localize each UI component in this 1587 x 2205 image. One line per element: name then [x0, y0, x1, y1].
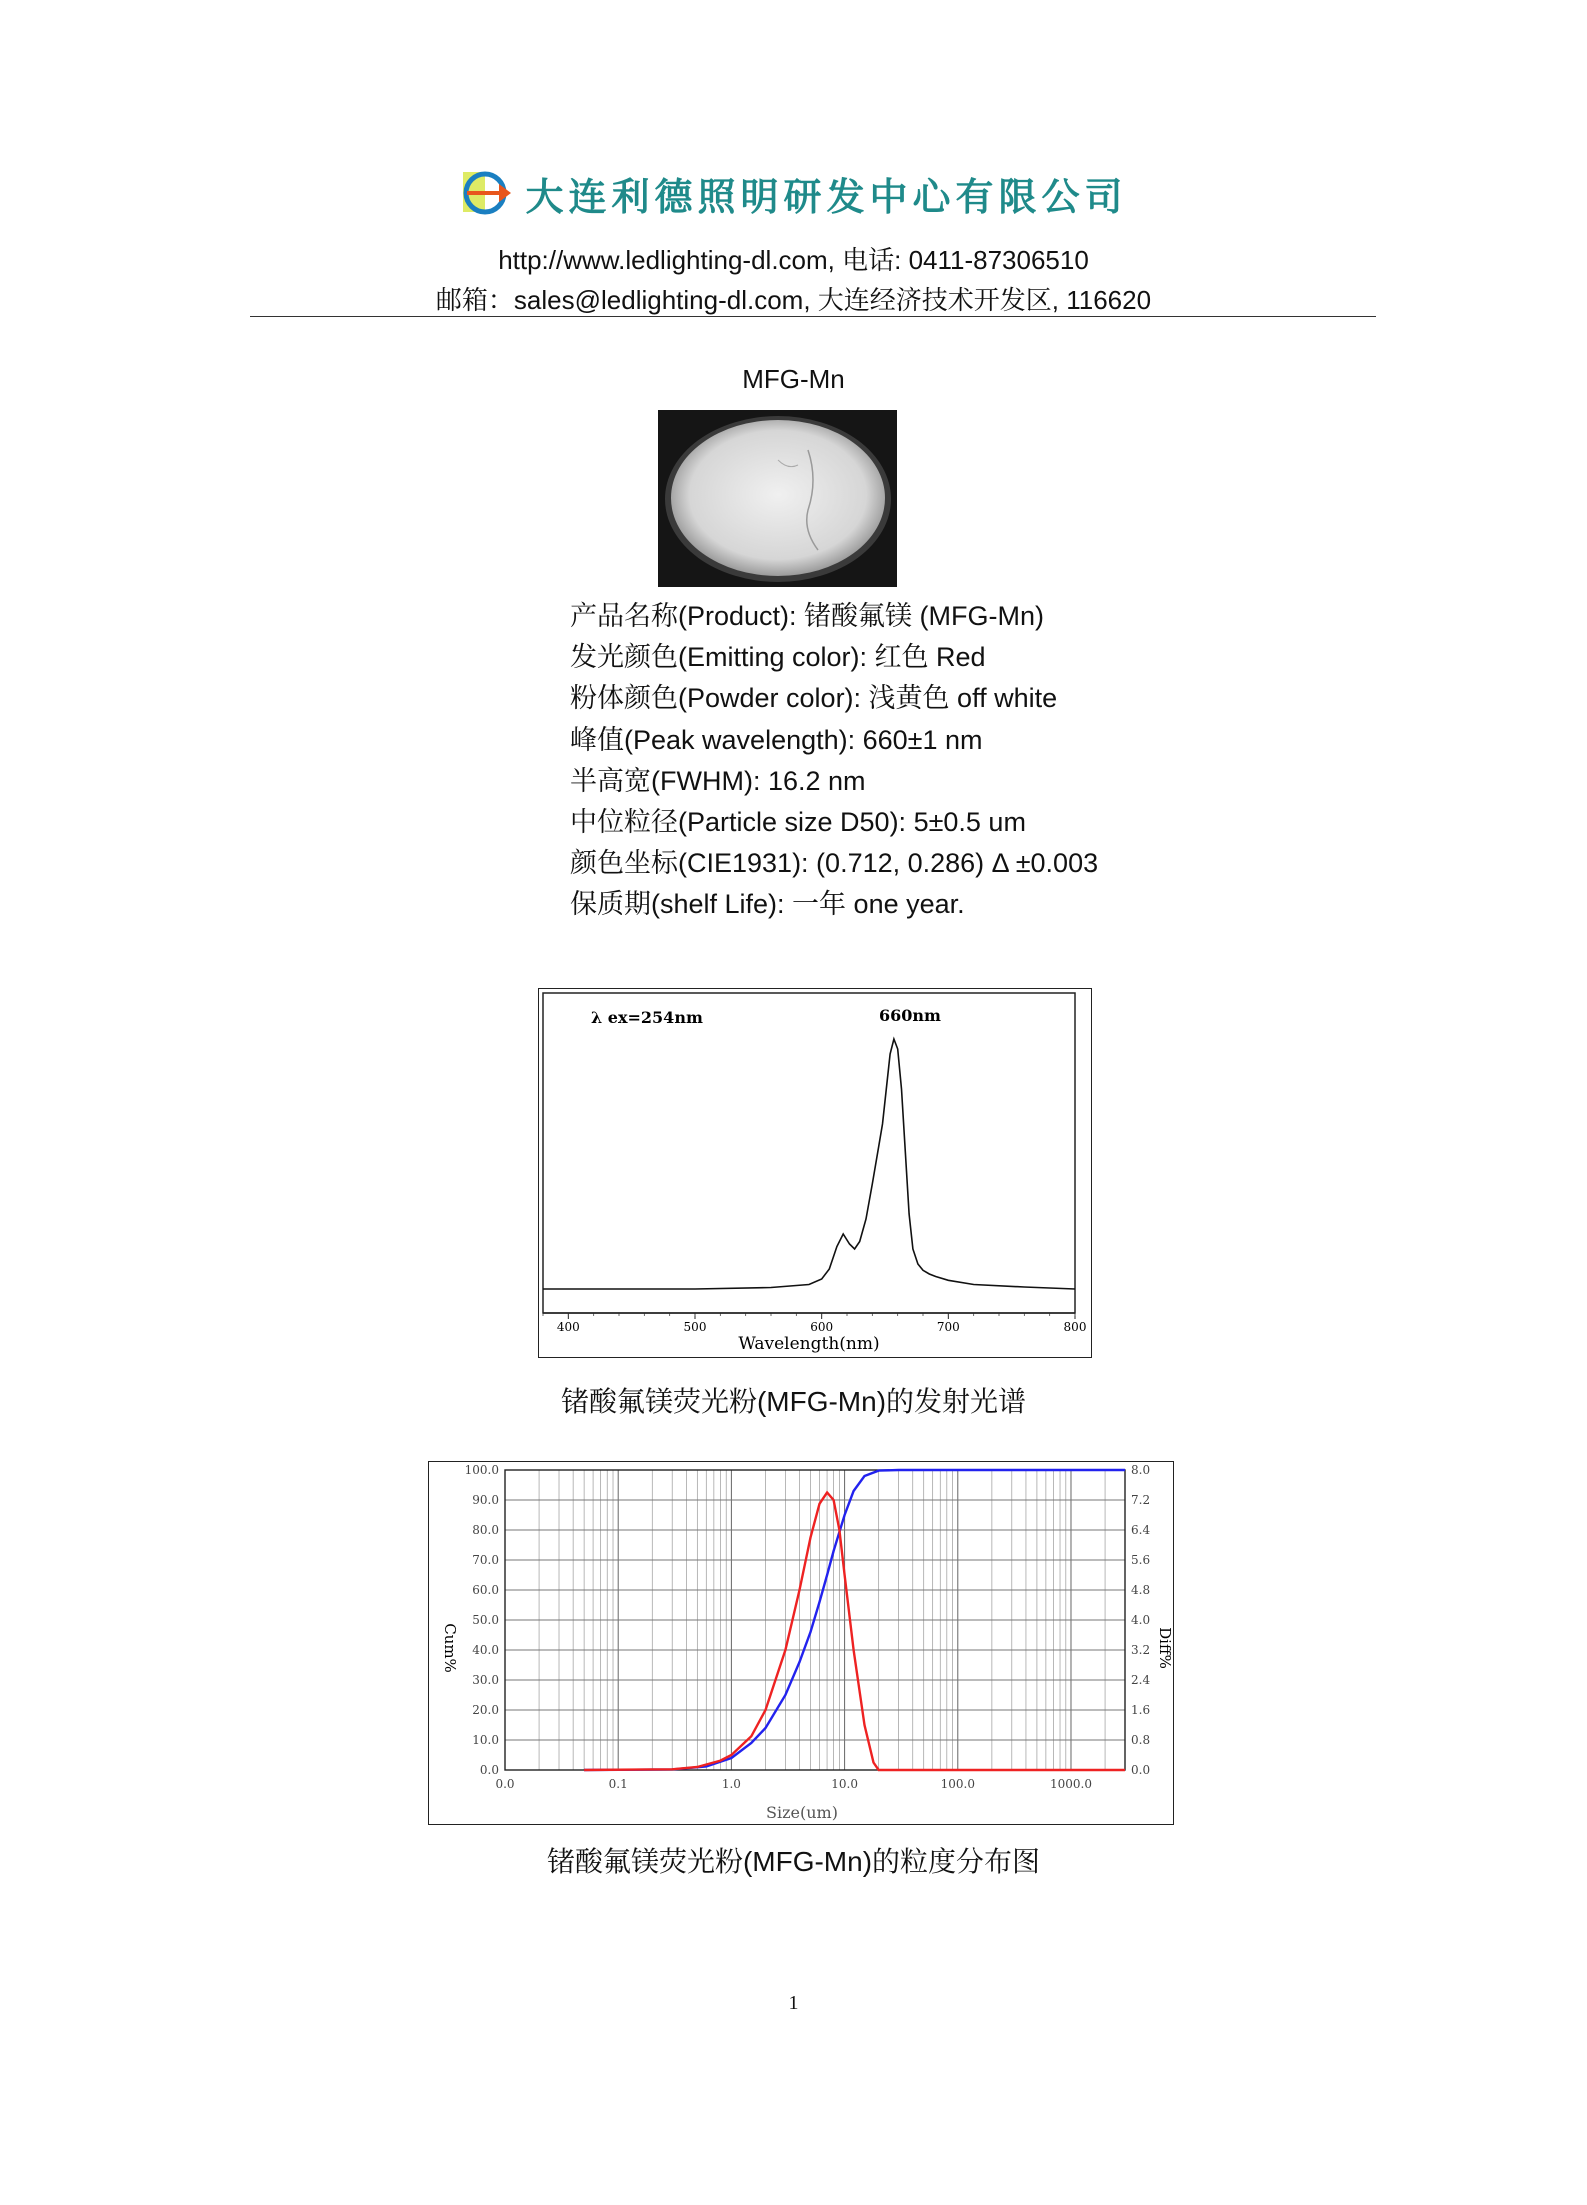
contact-email-address: 邮箱：sales@ledlighting-dl.com, 大连经济技术开发区, 116620 — [435, 285, 1152, 315]
product-code: MFG-Mn — [742, 364, 845, 394]
psd-right-y-tick-label: 4.0 — [1131, 1613, 1151, 1627]
spec-particle-size: 中位粒径(Particle size D50): 5±0.5 um — [570, 807, 1026, 838]
psd-x-tick-label: 0.0 — [495, 1777, 515, 1791]
contact-website-phone: http://www.ledlighting-dl.com, 电话: 0411-87306510 — [498, 245, 1089, 275]
psd-x-tick-label: 1000.0 — [1049, 1777, 1092, 1791]
psd-left-y-tick-label: 100.0 — [464, 1463, 499, 1477]
particle-size-chart — [428, 1461, 1174, 1825]
psd-series-right-line — [584, 1493, 1125, 1771]
company-header — [0, 162, 1587, 224]
psd-right-y-tick-label: 8.0 — [1131, 1463, 1151, 1477]
psd-x-tick-label: 100.0 — [940, 1777, 975, 1791]
header-divider — [250, 316, 1376, 317]
psd-x-tick-label: 1.0 — [721, 1777, 741, 1791]
psd-left-y-tick-label: 90.0 — [472, 1493, 499, 1507]
psd-right-y-tick-label: 5.6 — [1131, 1553, 1151, 1567]
psd-left-y-tick-label: 30.0 — [472, 1673, 499, 1687]
psd-x-tick-label: 10.0 — [831, 1777, 858, 1791]
emission-series-line — [543, 1039, 1075, 1289]
psd-left-y-tick-label: 40.0 — [472, 1643, 499, 1657]
psd-right-y-tick-label: 3.2 — [1131, 1643, 1151, 1657]
emission-caption: 锗酸氟镁荧光粉(MFG-Mn)的发射光谱 — [560, 1386, 1027, 1417]
psd-right-y-tick-label: 2.4 — [1131, 1673, 1151, 1687]
page-number: 1 — [788, 1992, 799, 2014]
psd-right-y-tick-label: 4.8 — [1131, 1583, 1151, 1597]
spec-fwhm: 半高宽(FWHM): 16.2 nm — [570, 765, 866, 796]
excitation-annotation: λ ex=254nm — [591, 1008, 703, 1027]
psd-y-axis-label: Cum% — [441, 1623, 459, 1673]
product-spec-list — [570, 596, 1098, 926]
powder-dish-image — [658, 410, 897, 587]
psd-left-y-tick-label: 70.0 — [472, 1553, 499, 1567]
emission-x-tick-label: 800 — [1063, 1320, 1087, 1334]
spec-emitting-color: 发光颜色(Emitting color): 红色 Red — [570, 642, 986, 673]
emission-plot-frame — [543, 993, 1075, 1313]
company-logo-icon — [459, 166, 517, 220]
spec-product-name: 产品名称(Product): 锗酸氟镁 (MFG-Mn) — [570, 601, 1045, 631]
psd-right-y-tick-label: 6.4 — [1131, 1523, 1151, 1537]
spec-shelf-life: 保质期(shelf Life): 一年 one year. — [570, 889, 965, 920]
psd-right-y-tick-label: 7.2 — [1131, 1493, 1151, 1507]
psd-left-y-tick-label: 80.0 — [472, 1523, 499, 1537]
psd-y2-axis-label: Diff% — [1156, 1627, 1173, 1669]
emission-spectrum-plot — [539, 989, 1091, 1357]
spec-peak-wavelength: 峰值(Peak wavelength): 660±1 nm — [570, 724, 983, 755]
psd-left-y-tick-label: 60.0 — [472, 1583, 499, 1597]
spec-powder-color: 粉体颜色(Powder color): 浅黄色 off white — [570, 683, 1058, 714]
emission-x-tick-label: 400 — [556, 1320, 580, 1334]
psd-left-y-ticks — [465, 1463, 499, 1777]
psd-x-tick-label: 0.1 — [608, 1777, 628, 1791]
psd-left-y-tick-label: 20.0 — [472, 1703, 499, 1717]
emission-x-tick-label: 600 — [810, 1320, 834, 1334]
psd-right-y-tick-label: 0.8 — [1131, 1733, 1151, 1747]
particle-caption: 锗酸氟镁荧光粉(MFG-Mn)的粒度分布图 — [546, 1846, 1041, 1877]
psd-left-y-tick-label: 10.0 — [472, 1733, 499, 1747]
spec-cie-coordinates: 颜色坐标(CIE1931): (0.712, 0.286) Δ ±0.003 — [570, 848, 1099, 879]
psd-x-axis-label: Size(um) — [766, 1803, 838, 1822]
emission-x-tick-label: 700 — [936, 1320, 960, 1334]
company-name: 大连利德照明研发中心有限公司 — [525, 173, 1128, 219]
psd-left-y-tick-label: 50.0 — [472, 1613, 499, 1627]
psd-right-y-tick-label: 1.6 — [1131, 1703, 1151, 1717]
emission-x-ticks — [543, 1313, 1086, 1334]
psd-right-y-tick-label: 0.0 — [1131, 1763, 1151, 1777]
peak-annotation: 660nm — [879, 1006, 941, 1025]
particle-size-plot — [429, 1462, 1173, 1824]
psd-left-y-tick-label: 0.0 — [479, 1763, 499, 1777]
psd-right-y-ticks — [1131, 1463, 1150, 1777]
psd-x-ticks — [495, 1777, 1092, 1791]
emission-spectrum-chart — [538, 988, 1092, 1358]
emission-x-axis-label: Wavelength(nm) — [738, 1334, 880, 1354]
powder-sample-photo — [658, 410, 897, 587]
emission-x-tick-label: 500 — [683, 1320, 707, 1334]
